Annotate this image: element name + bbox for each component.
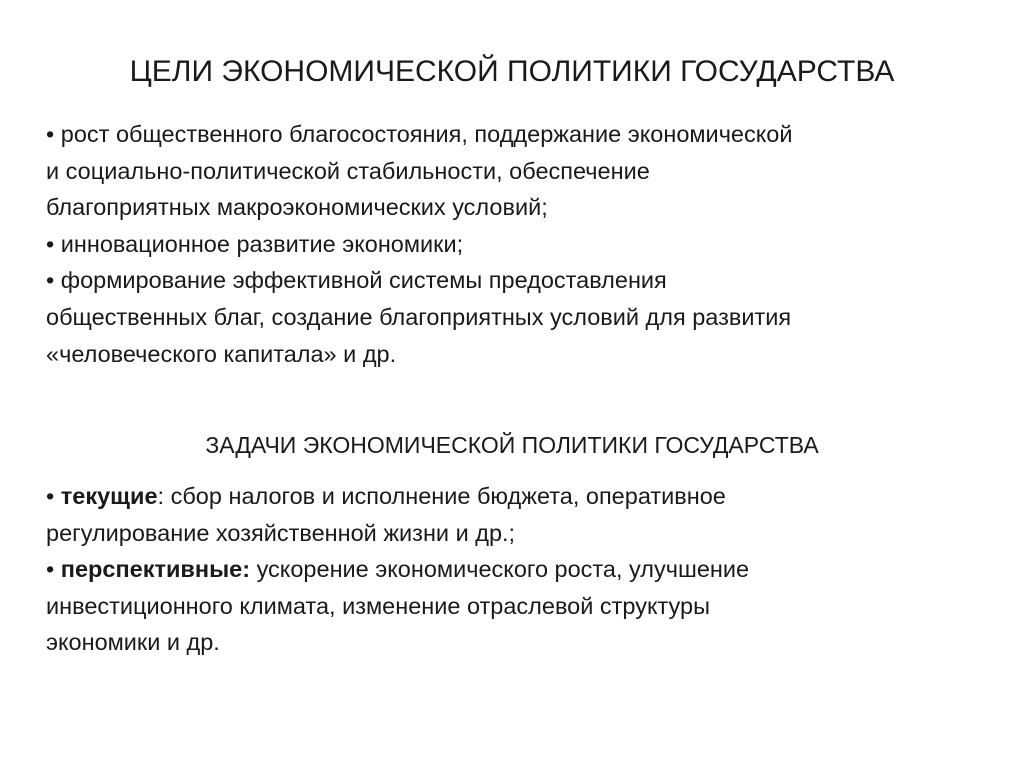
goals-line: общественных благ, создание благоприятных условий для развития [46, 303, 792, 330]
bullet: • [46, 483, 61, 509]
goals-line: • рост общественного благосостояния, поддержание экономической [46, 121, 793, 147]
task-current-line [46, 478, 986, 515]
task-perspective-text: ускорение экономического роста, улучшение [250, 556, 750, 583]
bullet: • [46, 556, 61, 583]
task-perspective-line: инвестиционного климата, изменение отраслевой структуры [46, 592, 710, 619]
task-current-term: текущие [60, 483, 158, 509]
goals-line: • формирование эффективной системы предоставления [46, 267, 667, 294]
goals-line: • инновационное развитие экономики; [46, 230, 464, 257]
goals-line: благоприятных макроэкономических условий; [46, 194, 548, 221]
slide-title: ЦЕЛИ ЭКОНОМИЧЕСКОЙ ПОЛИТИКИ ГОСУДАРСТВА [129, 55, 895, 88]
task-perspective-line: экономики и др. [46, 629, 220, 656]
task-current-text: : сбор налогов и исполнение бюджета, оперативное [157, 483, 726, 509]
task-current-line: регулирование хозяйственной жизни и др.; [46, 519, 516, 546]
task-perspective-line [46, 551, 986, 588]
task-perspective-term: перспективные: [60, 556, 251, 583]
goals-line: «человеческого капитала» и др. [46, 340, 397, 367]
goals-line: и социально-политической стабильности, обеспечение [46, 157, 650, 184]
tasks-heading: ЗАДАЧИ ЭКОНОМИЧЕСКОЙ ПОЛИТИКИ ГОСУДАРСТВА [205, 432, 819, 458]
tasks-list [46, 478, 986, 661]
goals-list [46, 116, 986, 372]
